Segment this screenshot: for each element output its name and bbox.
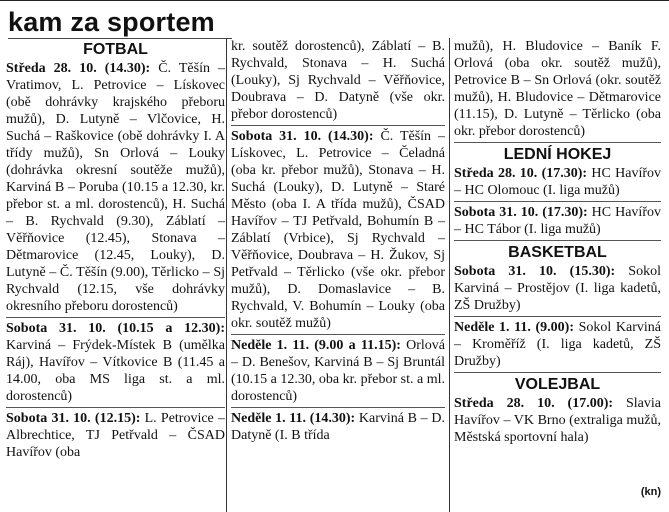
fixture-text: Orlová – D. Benešov, Karviná B – Sj Bruntál (10.15 a 12.30, oba kr. přebor st. a ml. dorostenců)	[231, 338, 445, 404]
fixture-text: HC Havířov – HC Olomouc (I. liga mužů)	[454, 166, 661, 198]
fixture-paragraph	[454, 38, 661, 140]
fixture-paragraph	[454, 395, 661, 446]
column-divider-2	[449, 38, 450, 512]
fixture-paragraph	[231, 337, 445, 405]
fixture-paragraph	[6, 320, 225, 405]
column-2	[231, 38, 445, 508]
column-3	[454, 38, 661, 508]
fixture-paragraph	[231, 38, 445, 123]
fixture-text: Slavia Havířov – VK Brno (extraliga mužů, Městská sportovní hala)	[454, 396, 661, 445]
separator	[454, 142, 661, 143]
fixture-paragraph	[454, 263, 661, 314]
headline-rule	[8, 38, 232, 39]
fixture-paragraph	[231, 128, 445, 332]
separator	[231, 125, 445, 126]
fixture-text: Č. Těšín – Vratimov, L. Petrovice – Lískovec (obě dohrávky krajského přeboru mužů), D. Lutyně – Vlčovice, H. Suchá – Raškovice (obě dohrávky I. A třídy mužů), Sn Orlová – Louky (dohrávka okresní soutěže mužů), Karviná B – Poruba (10.15 a 12.30, kr. přebor st. a ml. dorostenců), H. Suchá – B. Rychvald (9.30), Záblatí – Věřňovice (12.45), Stonava – Dětmarovice (12.45, Louky), D. Lutyně – Č. Těšín (9.00), Těrlicko – Sj Rychvald (12.15, vše dohrávky okresního přeboru dorostenců)	[6, 61, 225, 314]
fixture-date: Středa 28. 10. (17.30):	[454, 166, 588, 181]
fixture-text: mužů), H. Bludovice – Baník F. Orlová (oba okr. soutěž mužů), Petrovice B – Sn Orlová (okr. soutěž mužů), H. Bludovice – Dětmarovice (11.15), D. Lutyně – Těrlicko (oba okr. přebor dorostenců)	[454, 39, 661, 139]
separator	[454, 240, 661, 241]
fixture-date: Sobota 31. 10. (17.30):	[454, 205, 588, 220]
separator	[454, 372, 661, 373]
fixture-text: Sokol Karviná – Kroměříž (I. liga kadetů, ZŠ Družby)	[454, 320, 661, 369]
fixture-date: Sobota 31. 10. (10.15 a 12.30):	[6, 321, 225, 336]
headline: kam za sportem	[8, 7, 215, 37]
section-heading-volejbal: VOLEJBAL	[514, 376, 601, 393]
fixture-paragraph	[6, 60, 225, 315]
column-1	[6, 40, 225, 510]
separator	[6, 317, 225, 318]
fixture-text: Sokol Karviná – Prostějov (I. liga kadetů, ZŠ Družby)	[454, 264, 661, 313]
fixture-paragraph	[454, 165, 661, 199]
fixture-text: Karviná B – D. Datyně (I. B třída	[231, 411, 445, 443]
fixture-paragraph	[6, 410, 225, 461]
column-divider-1	[226, 38, 227, 512]
fixture-text: HC Havířov – HC Tábor (I. liga mužů)	[454, 205, 661, 237]
fixture-date: Neděle 1. 11. (14.30):	[231, 411, 356, 426]
fixture-date: Sobota 31. 10. (15.30):	[454, 264, 616, 279]
author-credit: (kn)	[640, 486, 661, 498]
fixture-paragraph	[231, 410, 445, 444]
fixture-text: kr. soutěž dorostenců), Záblatí – B. Rychvald, Stonava – H. Suchá (Louky), Sj Rychvald – Věřňovice, Doubrava – D. Datyně (vše okr. přebor dorostenců)	[231, 39, 445, 122]
separator	[454, 316, 661, 317]
separator	[454, 201, 661, 202]
fixture-paragraph	[454, 204, 661, 238]
fixture-date: Neděle 1. 11. (9.00 a 11.15):	[231, 338, 401, 353]
fixture-date: Sobota 31. 10. (12.15):	[6, 411, 141, 426]
separator	[6, 407, 225, 408]
separator	[231, 334, 445, 335]
top-border	[0, 0, 669, 5]
section-heading-basketbal: BASKETBAL	[508, 244, 607, 261]
fixture-text: Č. Těšín – Lískovec, L. Petrovice – Čeladná (oba kr. přebor mužů), Stonava – H. Suchá (Louky), D. Lutyně – Staré Město (oba I. A třída mužů), ČSAD Havířov – TJ Petřvald, Bohumín B – Záblatí (Vrbice), Sj Rychvald – Věřňovice, Doubrava – H. Žukov, Sj Petřvald – Těrlicko (vše okr. přebor mužů), D. Domaslavice – B. Rychvald, V. Bohumín – Louky (oba okr. soutěž mužů)	[231, 129, 445, 331]
fixture-date: Sobota 31. 10. (14.30):	[231, 129, 374, 144]
section-heading-fotbal: FOTBAL	[83, 41, 148, 58]
separator	[231, 407, 445, 408]
fixture-text: Karviná – Frýdek-Místek B (umělka Ráj), Havířov – Vítkovice B (11.45 a 14.00, oba MS liga st. a ml. dorostenců)	[6, 338, 225, 404]
fixture-date: Neděle 1. 11. (9.00):	[454, 320, 574, 335]
fixture-text: L. Petrovice – Albrechtice, TJ Petřvald – ČSAD Havířov (oba	[6, 411, 225, 460]
section-heading-ledni-hokej: LEDNÍ HOKEJ	[503, 146, 612, 163]
fixture-date: Středa 28. 10. (14.30):	[6, 61, 151, 76]
fixture-paragraph	[454, 319, 661, 370]
fixture-date: Středa 28. 10. (17.00):	[454, 396, 614, 411]
